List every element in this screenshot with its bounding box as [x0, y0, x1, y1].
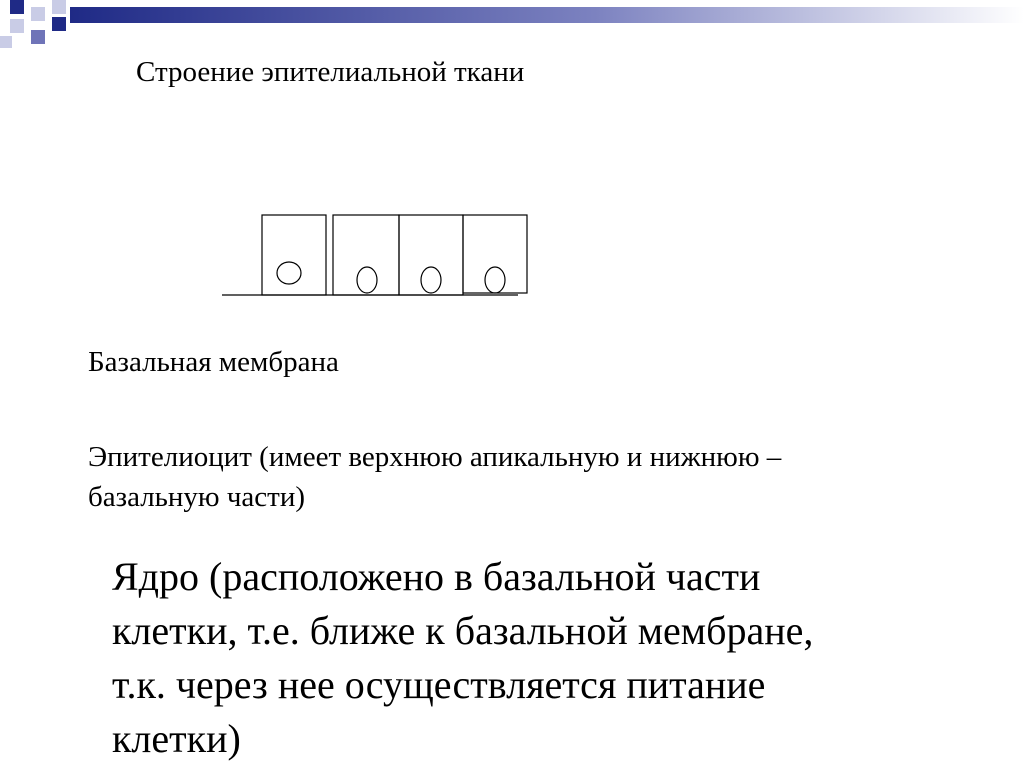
- epitheliocyte-label-line: Эпителиоцит (имеет верхнюю апикальную и нижнюю –: [88, 441, 782, 473]
- cell-nucleus: [357, 267, 377, 293]
- epithelial-cell: [463, 215, 527, 293]
- nucleus-label-line: Ядро (расположено в базальной части: [112, 554, 761, 599]
- cell-nucleus: [277, 262, 301, 284]
- epitheliocyte-label-line: базальную части): [88, 481, 306, 513]
- epitheliocyte-label: [88, 437, 781, 517]
- slide-title: Строение эпителиальной ткани: [136, 56, 525, 88]
- epithelial-cell: [262, 215, 326, 295]
- deco-square: [31, 7, 45, 21]
- deco-square: [0, 36, 12, 48]
- nucleus-label: [112, 550, 813, 766]
- epithelial-cell: [333, 215, 399, 295]
- deco-square: [52, 0, 66, 14]
- nucleus-label-line: клетки, т.е. ближе к базальной мембране,: [112, 608, 814, 653]
- cell-nucleus: [485, 267, 505, 293]
- header-gradient-band: [70, 7, 1024, 23]
- epithelial-cell: [399, 215, 463, 295]
- deco-square: [10, 0, 24, 14]
- cell-nucleus: [421, 267, 441, 293]
- nucleus-label-line: т.к. через нее осуществляется питание: [112, 662, 766, 707]
- deco-square: [52, 17, 66, 31]
- corner-decoration: [0, 0, 1024, 48]
- deco-square: [31, 30, 45, 44]
- basal-membrane-label: Базальная мембрана: [88, 346, 339, 378]
- nucleus-label-line: клетки): [112, 716, 241, 761]
- deco-square: [10, 19, 24, 33]
